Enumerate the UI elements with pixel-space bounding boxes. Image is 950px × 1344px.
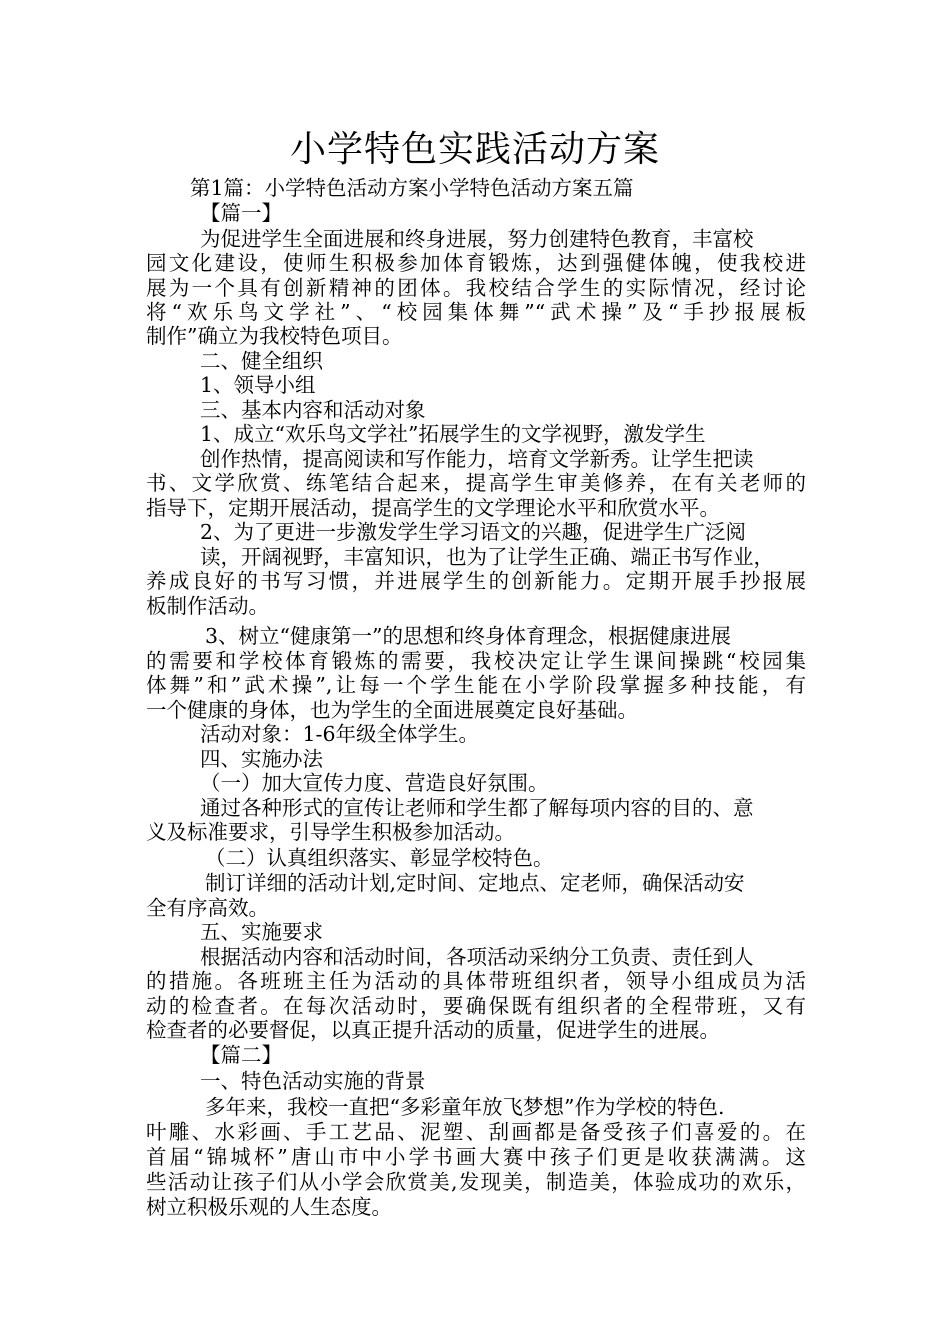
paragraph-line: 展为一个具有创新精神的团体。我校结合学生的实际情况，经讨论 [146,276,806,300]
paragraph-line: 园文化建设，使师生积极参加体育锻炼，达到强健体魄，使我校进 [146,251,806,275]
section-heading: 【篇一】 [200,201,282,225]
paragraph-line: 活动对象：1-6年级全体学生。 [200,722,480,746]
section-heading: 二、健全组织 [200,349,323,373]
chapter-heading: 第1篇：小学特色活动方案小学特色活动方案五篇 [190,176,634,200]
subsection-heading: （二）认真组织落实、彰显学校特色。 [205,846,554,870]
paragraph-line: 根据活动内容和活动时间，各项活动采纳分工负责、责任到人 [200,945,754,969]
paragraph-line: 通过各种形式的宣传让老师和学生都了解每项内容的目的、意 [200,796,754,820]
document-title: 小学特色实践活动方案 [289,129,660,170]
paragraph-line: 首届“锦城杯”唐山市中小学书画大赛中孩子们更是收获满满。这 [146,1145,806,1169]
paragraph-line: 将“欢乐鸟文学社”、“校园集体舞”“武术操”及“手抄报展板 [146,300,806,324]
section-heading: 五、实施要求 [200,920,323,944]
paragraph-line: 的措施。各班班主任为活动的具体带班组织者，领导小组成员为活 [146,969,806,993]
paragraph-line: 为促进学生全面进展和终身进展，努力创建特色教育，丰富校 [200,227,754,251]
paragraph-line: 树立积极乐观的人生态度。 [146,1195,392,1219]
paragraph-line: 创作热情，提高阅读和写作能力，培育文学新秀。让学生把读 [200,447,754,471]
paragraph-line: 体舞”和”武术操”,让每一个学生能在小学阶段掌握多种技能，有 [146,673,806,697]
paragraph-line: 多年来，我校一直把“多彩童年放飞梦想”作为学校的特色. [205,1095,725,1119]
paragraph-line: 1、成立“欢乐鸟文学社”拓展学生的文学视野，激发学生 [200,422,706,446]
paragraph-line: 动的检查者。在每次活动时，要确保既有组织者的全程带班，又有 [146,994,806,1018]
paragraph-line: 板制作活动。 [146,594,269,618]
paragraph-line: 读，开阔视野，丰富知识，也为了让学生正确、端正书写作业， [200,545,774,569]
paragraph-line: 2、为了更进一步激发学生学习语文的兴趣，促进学生广泛阅 [200,520,747,544]
section-heading: 【篇二】 [200,1043,282,1067]
paragraph-line: 指导下，定期开展活动，提高学生的文学理论水平和欣赏水平。 [146,496,720,520]
section-heading: 三、基本内容和活动对象 [200,398,426,422]
section-heading: 四、实施办法 [200,747,323,771]
paragraph-line: 义及标准要求，引导学生积极参加活动。 [146,820,515,844]
paragraph-line: 书、文学欣赏、练笔结合起来，提高学生审美修养，在有关老师的 [146,471,806,495]
paragraph-line: 的需要和学校体育锻炼的需要，我校决定让学生课间操跳“校园集 [146,649,806,673]
paragraph-line: 全有序高效。 [146,896,269,920]
subsection-heading: 1、领导小组 [200,373,316,397]
section-heading: 一、特色活动实施的背景 [200,1069,426,1093]
paragraph-line: 制订详细的活动计划,定时间、定地点、定老师，确保活动安 [205,871,745,895]
paragraph-line: 3、树立“健康第一”的思想和终身体育理念，根据健康进展 [205,624,732,648]
paragraph-line: 养成良好的书写习惯，并进展学生的创新能力。定期开展手抄报展 [146,569,806,593]
subsection-heading: （一）加大宣传力度、营造良好氛围。 [200,771,549,795]
paragraph-line: 检查者的必要督促，以真正提升活动的质量，促进学生的进展。 [146,1018,720,1042]
paragraph-line: 制作”确立为我校特色项目。 [146,324,403,348]
paragraph-line: 些活动让孩子们从小学会欣赏美,发现美，制造美，体验成功的欢乐， [146,1170,806,1194]
paragraph-line: 叶雕、水彩画、手工艺品、泥塑、刮画都是备受孩子们喜爱的。在 [146,1120,806,1144]
paragraph-line: 一个健康的身体，也为学生的全面进展奠定良好基础。 [146,698,638,722]
